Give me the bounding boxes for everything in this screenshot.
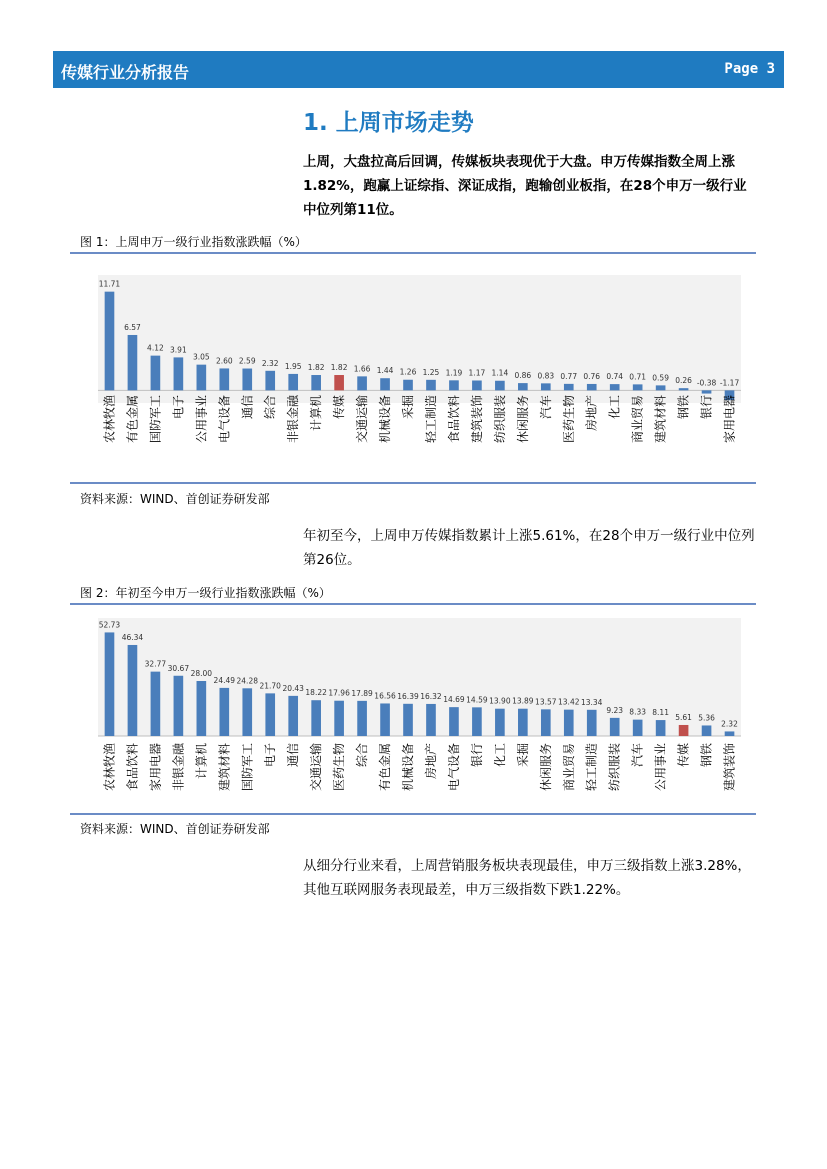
data-label: 1.82 (330, 363, 348, 373)
bar-房地产 (426, 704, 436, 736)
bar-钢铁 (702, 725, 712, 736)
data-label: 24.28 (236, 676, 259, 686)
category-label: 计算机 (309, 395, 324, 432)
category-label: 有色金属 (378, 743, 393, 792)
category-label: 通信 (240, 395, 255, 420)
data-label: 1.17 (468, 368, 486, 378)
data-label: 21.70 (259, 681, 281, 691)
category-label: 综合 (355, 743, 370, 768)
data-label: 0.83 (537, 371, 555, 381)
data-label: 11.71 (98, 279, 121, 289)
bar-建筑材料 (656, 385, 666, 390)
data-label: 0.77 (560, 371, 578, 381)
category-label: 建筑装饰 (469, 395, 484, 444)
category-label: 家用电器 (148, 743, 163, 792)
data-label: 13.90 (489, 696, 511, 706)
data-label: 14.69 (443, 695, 465, 705)
page-number: Page 3 (724, 61, 775, 77)
category-label: 计算机 (194, 743, 209, 780)
category-label: 汽车 (630, 743, 645, 768)
figure2-top-rule (70, 603, 756, 605)
bar-公用事业 (656, 720, 666, 736)
data-label: 1.95 (284, 361, 302, 371)
category-label: 食品饮料 (125, 743, 140, 792)
bar-医药生物 (334, 701, 344, 736)
ytd-paragraph: 年初至今，上周申万传媒指数累计上涨5.61%，在28个申万一级行业中位列第26位。 (303, 528, 755, 568)
bar-农林牧渔 (105, 632, 115, 736)
data-label: 0.59 (652, 373, 669, 383)
bar-食品饮料 (449, 380, 459, 390)
data-label: 0.74 (606, 372, 624, 382)
data-label: 4.12 (147, 343, 164, 353)
figure2-caption: 图 2：年初至今申万一级行业指数涨跌幅（%） (80, 586, 331, 600)
data-label: 16.32 (420, 691, 442, 701)
figure1-bottom-rule (70, 482, 756, 484)
bar-计算机 (197, 681, 207, 736)
figure1-caption: 图 1：上周申万一级行业指数涨跌幅（%） (80, 235, 307, 249)
bar-纺织服装 (610, 718, 620, 736)
category-label: 轻工制造 (423, 395, 438, 444)
data-label: 0.71 (629, 372, 647, 382)
bar-建筑装饰 (725, 731, 735, 736)
bar-化工 (610, 384, 620, 390)
data-label: 52.73 (98, 620, 121, 630)
category-label: 非银金融 (171, 743, 186, 792)
bar-机械设备 (403, 704, 413, 736)
category-label: 农林牧渔 (102, 743, 117, 792)
data-label: 14.59 (466, 695, 488, 705)
bar-非银金融 (288, 374, 298, 390)
category-label: 房地产 (423, 743, 438, 780)
bar-汽车 (633, 720, 643, 736)
bar-商业贸易 (564, 710, 574, 736)
figure2-bottom-rule (70, 813, 756, 815)
data-label: 1.66 (353, 364, 371, 374)
bar-医药生物 (564, 384, 574, 390)
figure1-top-rule (70, 252, 756, 254)
category-label: 采掘 (401, 395, 416, 420)
bar-交通运输 (357, 376, 367, 390)
bar-家用电器 (151, 672, 161, 736)
category-label: 轻工制造 (584, 743, 599, 792)
data-label: 3.91 (170, 345, 187, 355)
bar-通信 (288, 696, 298, 736)
data-label: 20.43 (282, 683, 304, 693)
data-label: 1.25 (422, 367, 440, 377)
bar-化工 (495, 709, 505, 736)
bar-计算机 (311, 375, 321, 390)
bar-电气设备 (219, 368, 229, 390)
data-label: 5.61 (675, 712, 692, 722)
category-label: 商业贸易 (561, 743, 576, 792)
category-label: 交通运输 (309, 743, 324, 792)
category-label: 机械设备 (378, 395, 393, 444)
bar-银行 (472, 707, 482, 736)
figure1-chart (98, 275, 741, 475)
category-label: 综合 (263, 395, 278, 420)
bar-综合 (265, 371, 275, 391)
data-label: 1.14 (491, 368, 509, 378)
category-label: 电子 (171, 395, 186, 420)
bar-国防军工 (242, 688, 252, 736)
data-label: 6.57 (124, 322, 141, 332)
bar-纺织服装 (495, 381, 505, 391)
category-label: 非银金融 (286, 395, 301, 444)
data-label: 2.60 (215, 356, 233, 366)
section-title: 1. 上周市场走势 (303, 110, 474, 136)
data-label: 13.89 (512, 696, 534, 706)
category-label: 化工 (492, 743, 507, 768)
data-label: -1.17 (719, 378, 740, 388)
data-label: -0.38 (696, 378, 717, 388)
data-label: 30.67 (167, 663, 190, 673)
data-label: 1.82 (307, 363, 325, 373)
data-label: 16.39 (397, 691, 419, 701)
bar-有色金属 (128, 335, 138, 390)
bar-农林牧渔 (105, 292, 115, 391)
data-label: 32.77 (144, 659, 167, 669)
bar-汽车 (541, 383, 551, 390)
category-label: 商业贸易 (630, 395, 645, 444)
bar-公用事业 (197, 365, 207, 391)
bar-轻工制造 (426, 380, 436, 391)
category-label: 纺织服装 (492, 395, 507, 444)
bar-银行 (702, 390, 712, 393)
data-label: 13.34 (580, 697, 603, 707)
category-label: 汽车 (538, 395, 553, 420)
category-label: 国防军工 (240, 743, 255, 792)
category-label: 国防军工 (148, 395, 163, 444)
report-title: 传媒行业分析报告 (61, 63, 190, 82)
bar-休闲服务 (518, 383, 528, 390)
bar-非银金融 (174, 676, 184, 736)
category-label: 医药生物 (561, 395, 576, 444)
data-label: 1.26 (399, 367, 417, 377)
category-label: 食品饮料 (446, 395, 461, 444)
bar-交通运输 (311, 700, 321, 736)
category-label: 银行 (699, 395, 714, 420)
data-label: 9.23 (606, 705, 624, 715)
data-label: 17.89 (351, 688, 373, 698)
bar-休闲服务 (541, 709, 551, 736)
category-label: 化工 (607, 395, 622, 420)
figure2-chart (98, 618, 741, 808)
category-label: 机械设备 (401, 743, 416, 792)
category-label: 钢铁 (699, 743, 714, 768)
bar-房地产 (587, 384, 597, 390)
data-label: 16.56 (374, 691, 396, 701)
category-label: 电子 (263, 743, 278, 768)
data-label: 2.32 (261, 358, 279, 368)
bar-传媒 (334, 375, 344, 390)
data-label: 2.59 (238, 356, 256, 366)
bar-有色金属 (380, 703, 390, 736)
category-label: 交通运输 (355, 395, 370, 444)
figure1-source: 资料来源：WIND、首创证券研发部 (80, 492, 270, 506)
category-label: 传媒 (676, 743, 691, 768)
figure2-source: 资料来源：WIND、首创证券研发部 (80, 822, 270, 836)
data-label: 2.32 (721, 719, 738, 729)
data-label: 24.49 (213, 675, 236, 685)
category-label: 农林牧渔 (102, 395, 117, 444)
category-label: 建筑装饰 (722, 743, 737, 792)
bar-电子 (174, 357, 184, 390)
bar-机械设备 (380, 378, 390, 390)
data-label: 28.00 (190, 669, 213, 678)
bar-采掘 (518, 709, 528, 736)
category-label: 纺织服装 (607, 743, 622, 792)
bar-电子 (265, 693, 275, 736)
category-label: 公用事业 (194, 395, 209, 444)
bar-国防军工 (151, 356, 161, 391)
data-label: 18.22 (305, 688, 327, 698)
bar-采掘 (403, 380, 413, 391)
category-label: 钢铁 (676, 395, 691, 420)
bar-钢铁 (679, 388, 689, 390)
bar-食品饮料 (128, 645, 138, 736)
category-label: 传媒 (332, 395, 347, 420)
subsector-paragraph: 从细分行业来看，上周营销服务板块表现最佳，申万三级指数上涨3.28%，其他互联网服务表现最差，申万三级指数下跌1.22%。 (303, 858, 751, 898)
bar-商业贸易 (633, 384, 643, 390)
category-label: 公用事业 (653, 743, 668, 792)
bar-电气设备 (449, 707, 459, 736)
report-header (53, 51, 784, 88)
data-label: 8.11 (652, 708, 669, 718)
data-label: 0.76 (583, 371, 601, 381)
data-label: 46.34 (121, 632, 144, 642)
data-label: 0.86 (514, 371, 532, 381)
data-label: 3.05 (192, 352, 210, 362)
category-label: 通信 (286, 743, 301, 768)
category-label: 医药生物 (332, 743, 347, 792)
data-label: 17.96 (328, 688, 350, 698)
data-label: 13.42 (558, 697, 580, 707)
category-label: 休闲服务 (538, 743, 553, 792)
category-label: 电气设备 (446, 743, 461, 792)
category-label: 采掘 (515, 743, 530, 768)
category-label: 电气设备 (217, 395, 232, 444)
section-lead-paragraph: 上周，大盘拉高后回调，传媒板块表现优于大盘。申万传媒指数全周上涨1.82%，跑赢上证综指、深证成指，跑输创业板指，在28个申万一级行业中位列第11位。 (303, 154, 747, 218)
plot-area (98, 275, 741, 403)
category-label: 银行 (469, 743, 484, 768)
data-label: 1.44 (376, 366, 394, 376)
bar-建筑材料 (219, 688, 229, 736)
bar-建筑装饰 (472, 380, 482, 390)
category-label: 房地产 (584, 395, 599, 432)
data-label: 1.19 (445, 368, 463, 378)
data-label: 0.26 (675, 376, 692, 386)
category-label: 建筑材料 (653, 395, 668, 444)
category-label: 休闲服务 (515, 395, 530, 444)
data-label: 13.57 (535, 697, 557, 707)
bar-综合 (357, 701, 367, 736)
data-label: 8.33 (629, 707, 647, 717)
bar-传媒 (679, 725, 689, 736)
data-label: 5.36 (698, 713, 715, 723)
category-label: 有色金属 (125, 395, 140, 444)
bar-通信 (242, 369, 252, 391)
bar-轻工制造 (587, 710, 597, 736)
category-label: 建筑材料 (217, 743, 232, 792)
category-label: 家用电器 (722, 395, 737, 444)
